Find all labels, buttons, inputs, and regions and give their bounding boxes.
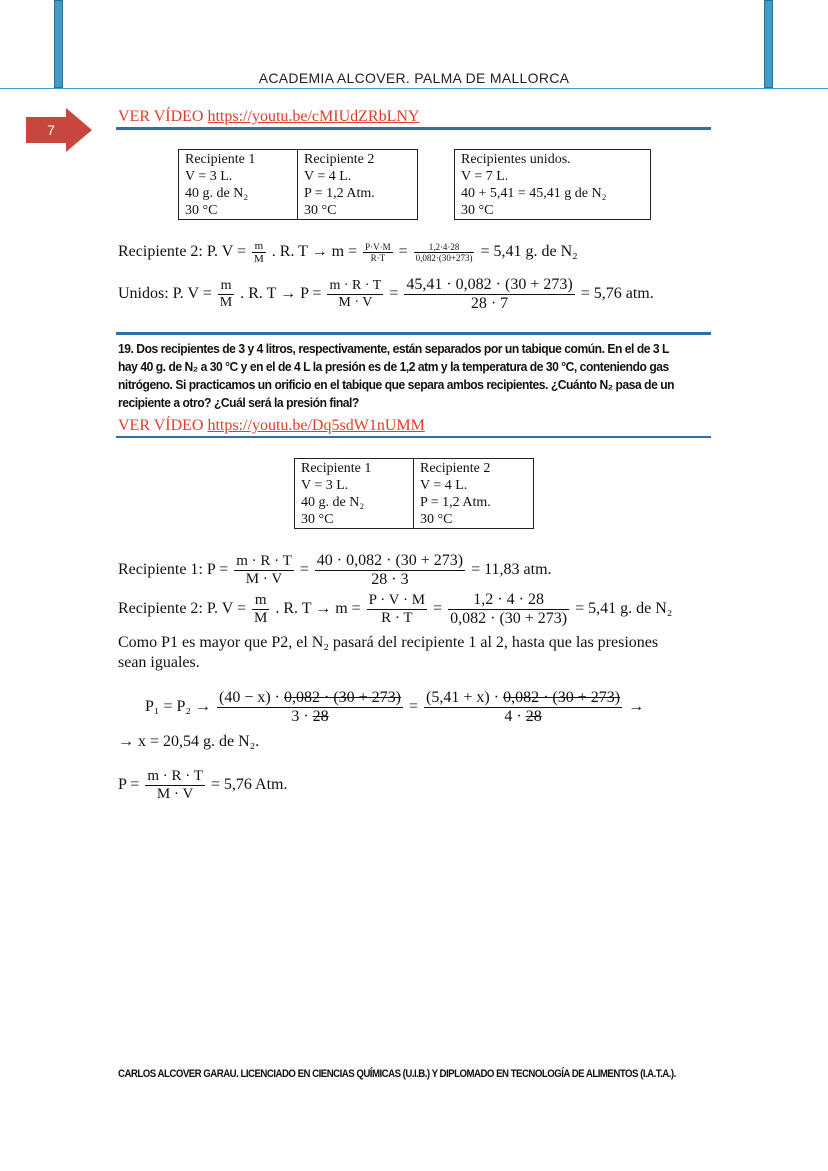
video-label: VER VÍDEO — [118, 108, 204, 125]
equation-result-x: → x = 20,54 g. de N₂. — [118, 733, 260, 750]
page-header-title: ACADEMIA ALCOVER. PALMA DE MALLORCA — [258, 70, 570, 86]
section-rule — [116, 127, 711, 130]
equation-equilibrium: P₁ = P₂ → $\frac{(40 - x) \cdot 0,082 \cdot (30 + 273)}{3 \cdot 28}$ = $\frac{(5,41 + x) \cdot 0,082 \cdot (30 + 273)}{4 \cdot 28}$ → — [145, 689, 645, 725]
table-cell: Recipiente 1 V = 3 L. 40 g. de N₂ 30 °C — [295, 459, 414, 529]
page-number: 7 — [47, 122, 55, 138]
video-link[interactable]: https://youtu.be/cMIUdZRbLNY — [207, 108, 420, 125]
data-table-recipientes — [178, 149, 418, 220]
equation-unidos: Unidos: P. V = $\frac{m}{M}$ . R. T → P = $\frac{m \cdot R \cdot T}{M \cdot V}$ = $\frac{45,41 \cdot 0,082 \cdot (30 + 273)}{28 \cdot 7}$ = 5,76 atm. — [118, 276, 654, 312]
explanation-text: Como P1 es mayor que P2, el N₂ pasará del recipiente 1 al 2, hasta que las presiones sean iguales. — [118, 634, 659, 671]
section-rule — [116, 332, 711, 335]
equation-recipiente-2: Recipiente 2: P. V = $\frac{m}{M}$ . R. T → m = $\frac{P\cdot V\cdot M}{R\cdot T}$ = $\frac{1,2\cdot 4\cdot 28}{0,082\cdot(30+273)}$ = 5,41 g. de N₂ — [118, 240, 578, 265]
video-label: VER VÍDEO — [118, 417, 204, 434]
data-table-unidos — [454, 149, 651, 220]
equation-final-pressure: P = $\frac{m \cdot R \cdot T}{M \cdot V}$ = 5,76 Atm. — [118, 768, 288, 802]
equation-recipiente-1: Recipiente 1: P = $\frac{m \cdot R \cdot T}{M \cdot V}$ = $\frac{40 \cdot 0,082 \cdot (30 + 273)}{28 \cdot 3}$ = 11,83 atm. — [118, 552, 552, 588]
header-divider — [0, 88, 828, 89]
equation-recipiente-2-b: Recipiente 2: P. V = $\frac{m}{M}$ . R. T → m = $\frac{P \cdot V \cdot M}{R \cdot T}$ = $\frac{1,2 \cdot 4 \cdot 28}{0,082 \cdot (30 + 273)}$ = 5,41 g. de N₂ — [118, 591, 673, 627]
table-cell: Recipiente 1 V = 3 L. 40 g. de N₂ 30 °C — [179, 150, 298, 220]
table-cell: Recipientes unidos. V = 7 L. 40 + 5,41 = 45,41 g de N₂ 30 °C — [455, 150, 651, 220]
problem-statement: 19. Dos recipientes de 3 y 4 litros, respectivamente, están separados por un tabique común. En el de 3 L hay 40 g. de N₂ a 30 °C y en el de 4 L la presión es de 1,2 atm y la temperatura de 30 °C, conteniendo gas nitrógeno. Si practicamos un orificio en el tabique que separa ambos recipientes. ¿Cuánto N₂ pasa de un recipiente a otro? ¿Cuál será la presión final? — [118, 341, 675, 410]
video-link-row-2 — [118, 417, 425, 435]
table-cell: Recipiente 2 V = 4 L. P = 1,2 Atm. 30 °C — [414, 459, 534, 529]
video-link[interactable]: https://youtu.be/Dq5sdW1nUMM — [207, 417, 425, 434]
section-rule — [116, 436, 711, 438]
video-link-row-1 — [118, 108, 419, 126]
data-table-recipientes-2 — [294, 458, 534, 529]
table-cell: Recipiente 2 V = 4 L. P = 1,2 Atm. 30 °C — [298, 150, 418, 220]
page-footer: CARLOS ALCOVER GARAU. LICENCIADO EN CIENCIAS QUÍMICAS (U.I.B.) Y DIPLOMADO EN TECNOLOGÍA DE ALIMENTOS (I.A.T.A.). — [118, 1068, 676, 1080]
page-number-badge — [26, 108, 92, 152]
